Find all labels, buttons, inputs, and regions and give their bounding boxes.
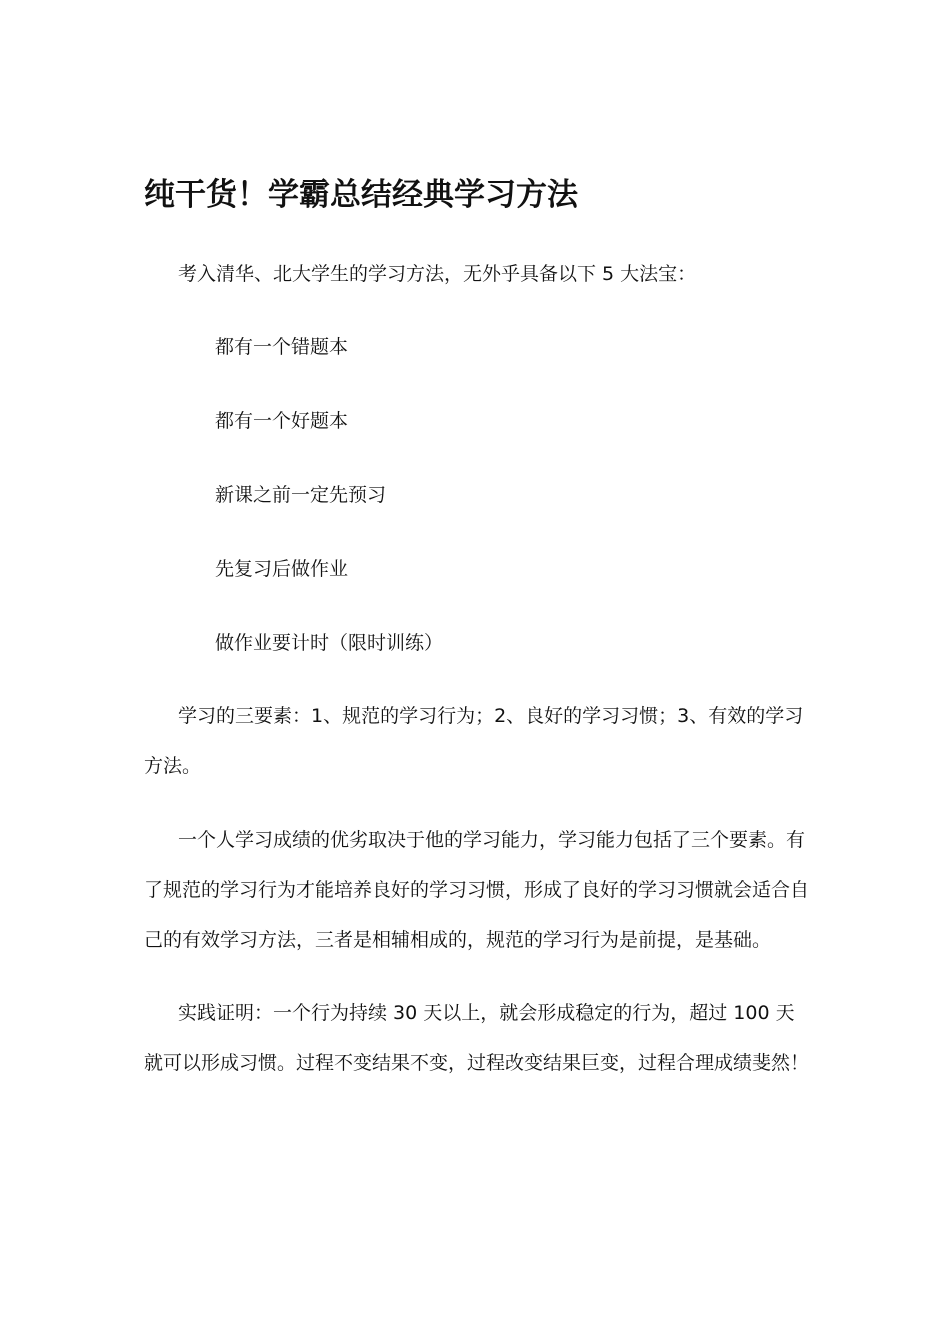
list-item: 都有一个好题本 [215, 410, 349, 432]
method-list [215, 322, 443, 692]
three-elements-paragraph: 学习的三要素：1、规范的学习行为；2、良好的学习习惯；3、有效的学习方法。 [144, 705, 804, 777]
list-item: 先复习后做作业 [215, 558, 349, 580]
practice-proof-paragraph: 实践证明：一个行为持续 30 天以上，就会形成稳定的行为，超过 100 天就可以形成习惯。过程不变结果不变，过程改变结果巨变，过程合理成绩斐然！ [144, 1002, 810, 1074]
intro-paragraph: 考入清华、北大学生的学习方法，无外乎具备以下 5 大法宝： [178, 263, 697, 285]
list-item: 新课之前一定先预习 [215, 484, 387, 506]
learning-ability-paragraph: 一个人学习成绩的优劣取决于他的学习能力，学习能力包括了三个要素。有了规范的学习行为才能培养良好的学习习惯，形成了良好的学习习惯就会适合自己的有效学习方法，三者是相辅相成的，规范的学习行为是前提，是基础。 [144, 829, 810, 951]
document-title: 纯干货！学霸总结经典学习方法 [144, 176, 578, 213]
list-item: 都有一个错题本 [215, 336, 349, 358]
list-item: 做作业要计时（限时训练） [215, 632, 444, 654]
